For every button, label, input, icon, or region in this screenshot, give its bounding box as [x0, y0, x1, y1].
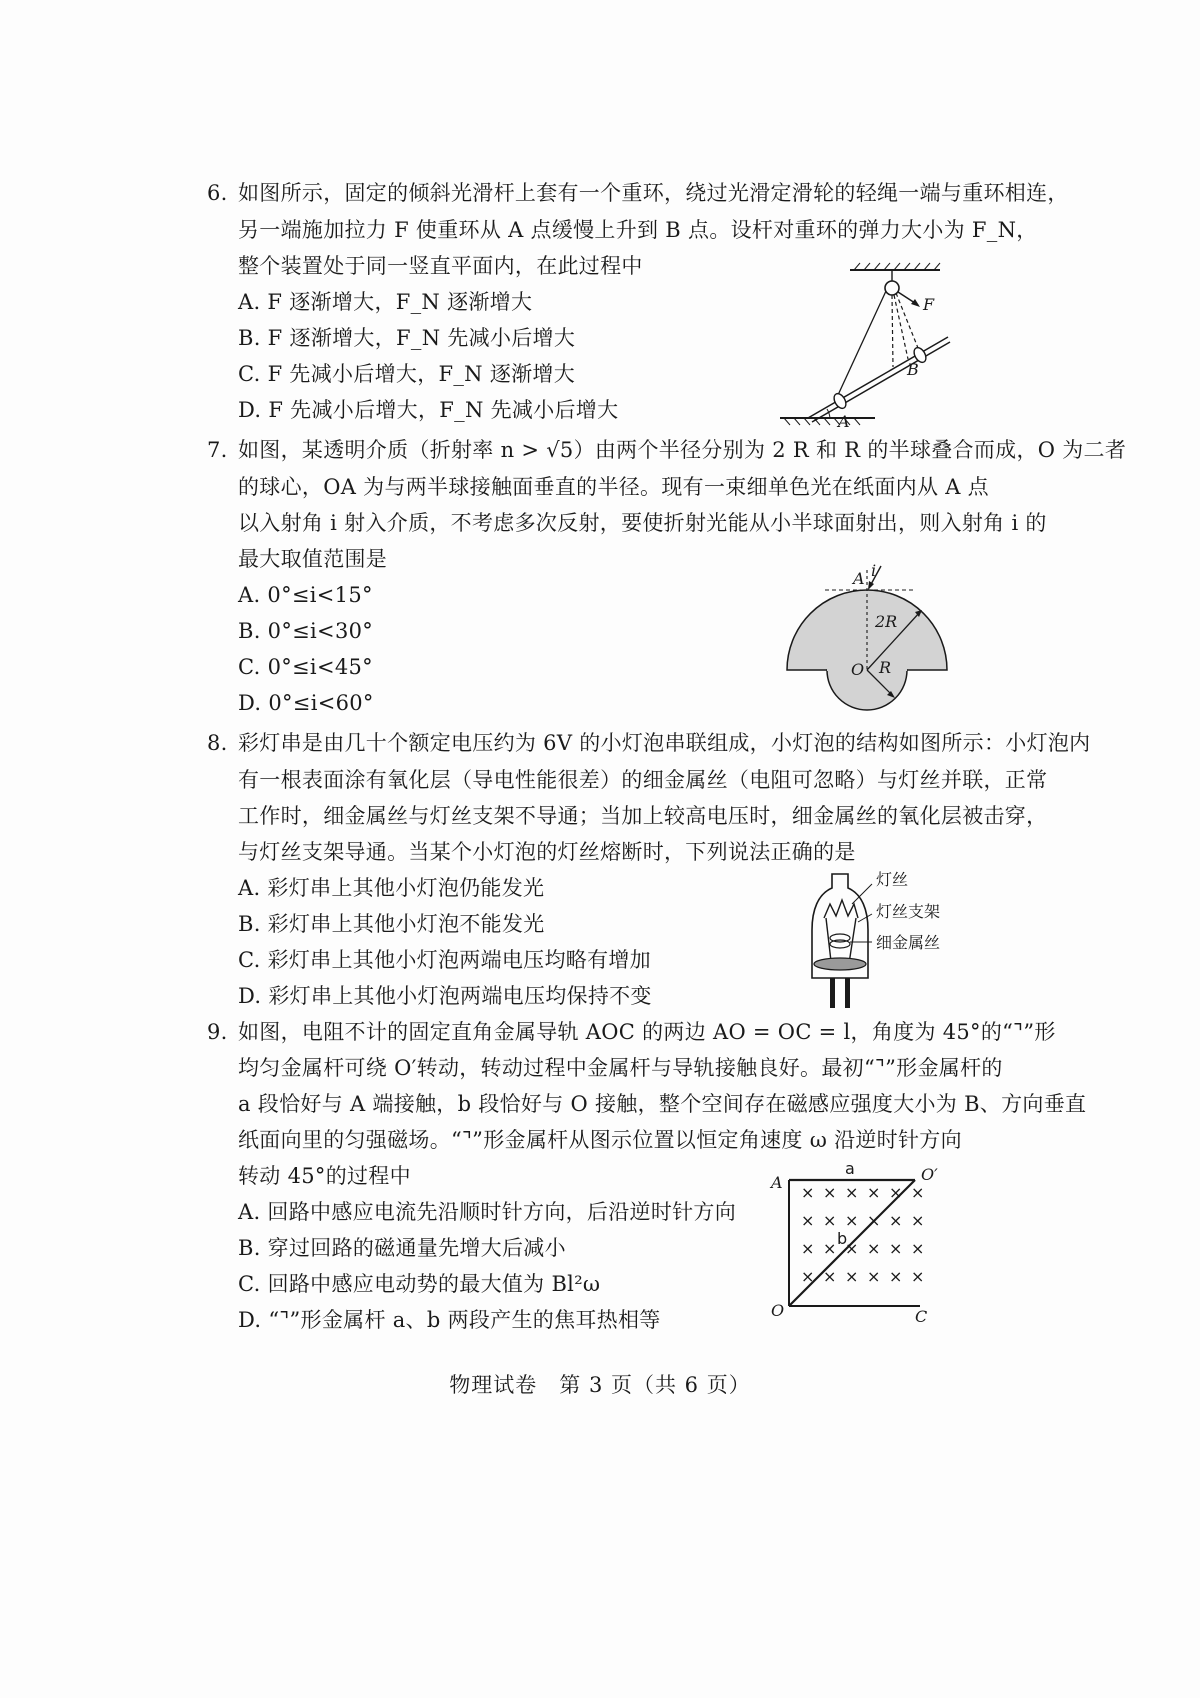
q9-point-c-label: C [915, 1307, 928, 1326]
q6-point-a-label: A [838, 412, 850, 431]
q9-stem-line-3: a 段恰好与 A 端接触，b 段恰好与 O 接触，整个空间存在磁感应强度大小为 B、方向垂直 [238, 1092, 1087, 1116]
q7-number: 7. [207, 438, 228, 462]
q8-option-b: B. 彩灯串上其他小灯泡不能发光 [238, 912, 545, 936]
q9-option-b: B. 穿过回路的磁通量先增大后减小 [238, 1236, 566, 1260]
q9-option-d: D. “⌝”形金属杆 a、b 两段产生的焦耳热相等 [238, 1308, 661, 1332]
field-cross-mark: × [867, 1211, 881, 1230]
q8-stem-line-3: 工作时，细金属丝与灯丝支架不导通；当加上较高电压时，细金属丝的氧化层被击穿， [238, 804, 1048, 828]
q8-option-c: C. 彩灯串上其他小灯泡两端电压均略有增加 [238, 948, 651, 972]
q7-option-b: B. 0°≤i<30° [238, 619, 374, 643]
q9-option-c: C. 回路中感应电动势的最大值为 Bl²ω [238, 1272, 601, 1296]
q7-angle-label: i [871, 561, 877, 580]
q8-number: 8. [207, 731, 228, 755]
q8-support-label: 灯丝支架 [876, 902, 941, 921]
q7-point-a-label: A [853, 569, 865, 588]
q7-option-d: D. 0°≤i<60° [238, 691, 374, 715]
q6-force-label: F [923, 295, 935, 314]
q9-number: 9. [207, 1020, 228, 1044]
field-cross-mark: × [801, 1211, 815, 1230]
q6-stem-line-1: 如图所示，固定的倾斜光滑杆上套有一个重环，绕过光滑定滑轮的轻绳一端与重环相连， [238, 181, 1069, 205]
q8-option-a: A. 彩灯串上其他小灯泡仍能发光 [238, 876, 545, 900]
q9-seg-a-label: a [845, 1159, 855, 1178]
field-cross-mark: × [845, 1239, 859, 1258]
field-cross-mark: × [823, 1239, 837, 1258]
field-cross-mark: × [823, 1211, 837, 1230]
q7-center-label: O [851, 660, 865, 679]
q9-pivot-label: O′ [921, 1165, 938, 1184]
q9-stem-line-1: 如图，电阻不计的固定直角金属导轨 AOC 的两边 AO = OC = l，角度为 45°的“⌝”形 [238, 1020, 1056, 1044]
q6-stem-line-2: 另一端施加拉力 F 使重环从 A 点缓慢上升到 B 点。设杆对重环的弹力大小为 F_N， [238, 218, 1038, 242]
q6-option-c: C. F 先减小后增大，F_N 逐渐增大 [238, 362, 576, 386]
q9-seg-b-label: b [837, 1229, 848, 1248]
field-cross-mark: × [801, 1267, 815, 1286]
field-cross-mark: × [867, 1239, 881, 1258]
field-cross-mark: × [845, 1211, 859, 1230]
q8-wire-label: 细金属丝 [876, 933, 941, 952]
q6-option-b: B. F 逐渐增大，F_N 先减小后增大 [238, 326, 576, 350]
q6-pulley-rod-figure [780, 255, 960, 430]
q9-rail-figure [765, 1158, 965, 1328]
q6-option-d: D. F 先减小后增大，F_N 先减小后增大 [238, 398, 619, 422]
q7-big-radius-label: 2R [875, 612, 898, 631]
field-cross-mark: × [867, 1183, 881, 1202]
q7-stem-line-1: 如图，某透明介质（折射率 n > √5）由两个半径分别为 2 R 和 R 的半球叠合而成，O 为二者 [238, 438, 1127, 462]
q8-bulb-figure [800, 860, 970, 1020]
q6-number: 6. [207, 181, 228, 205]
field-cross-mark: × [911, 1239, 925, 1258]
q6-stem-line-3: 整个装置处于同一竖直平面内，在此过程中 [238, 254, 643, 278]
field-cross-mark: × [889, 1239, 903, 1258]
q7-stem-line-2: 的球心，OA 为与两半球接触面垂直的半径。现有一束细单色光在纸面内从 A 点 [238, 475, 989, 499]
q7-stem-line-3: 以入射角 i 射入介质，不考虑多次反射，要使折射光能从小半球面射出，则入射角 i 的 [238, 511, 1047, 535]
field-cross-mark: × [911, 1267, 925, 1286]
q6-point-b-label: B [907, 360, 919, 379]
field-cross-mark: × [845, 1267, 859, 1286]
q9-stem-line-2: 均匀金属杆可绕 O′转动，转动过程中金属杆与导轨接触良好。最初“⌝”形金属杆的 [238, 1056, 1003, 1080]
q7-option-a: A. 0°≤i<15° [238, 583, 373, 607]
q9-stem-line-5: 转动 45°的过程中 [238, 1164, 411, 1188]
q8-stem-line-4: 与灯丝支架导通。当某个小灯泡的灯丝熔断时，下列说法正确的是 [238, 840, 856, 864]
q8-stem-line-2: 有一根表面涂有氧化层（导电性能很差）的细金属丝（电阻可忽略）与灯丝并联，正常 [238, 768, 1048, 792]
field-cross-mark: × [823, 1267, 837, 1286]
q7-stem-line-4: 最大取值范围是 [238, 547, 388, 571]
field-cross-mark: × [889, 1211, 903, 1230]
q7-small-radius-label: R [879, 658, 892, 677]
q9-origin-label: O [771, 1301, 785, 1320]
field-cross-mark: × [845, 1183, 859, 1202]
q8-stem-line-1: 彩灯串是由几十个额定电压约为 6V 的小灯泡串联组成，小灯泡的结构如图所示：小灯泡内 [238, 731, 1091, 755]
field-cross-mark: × [889, 1267, 903, 1286]
field-cross-mark: × [911, 1211, 925, 1230]
q8-filament-label: 灯丝 [876, 870, 909, 889]
field-cross-mark: × [867, 1267, 881, 1286]
q9-option-a: A. 回路中感应电流先沿顺时针方向，后沿逆时针方向 [238, 1200, 737, 1224]
q7-hemisphere-figure [785, 560, 960, 725]
field-cross-mark: × [889, 1183, 903, 1202]
q9-point-a-label: A [771, 1173, 783, 1192]
q8-option-d: D. 彩灯串上其他小灯泡两端电压均保持不变 [238, 984, 652, 1008]
q9-stem-line-4: 纸面向里的匀强磁场。“⌝”形金属杆从图示位置以恒定角速度 ω 沿逆时针方向 [238, 1128, 962, 1152]
page-footer: 物理试卷 第 3 页（共 6 页） [449, 1373, 751, 1397]
field-cross-mark: × [823, 1183, 837, 1202]
field-cross-mark: × [801, 1239, 815, 1258]
q6-option-a: A. F 逐渐增大，F_N 逐渐增大 [238, 290, 533, 314]
q7-option-c: C. 0°≤i<45° [238, 655, 373, 679]
field-cross-mark: × [801, 1183, 815, 1202]
field-cross-mark: × [911, 1183, 925, 1202]
